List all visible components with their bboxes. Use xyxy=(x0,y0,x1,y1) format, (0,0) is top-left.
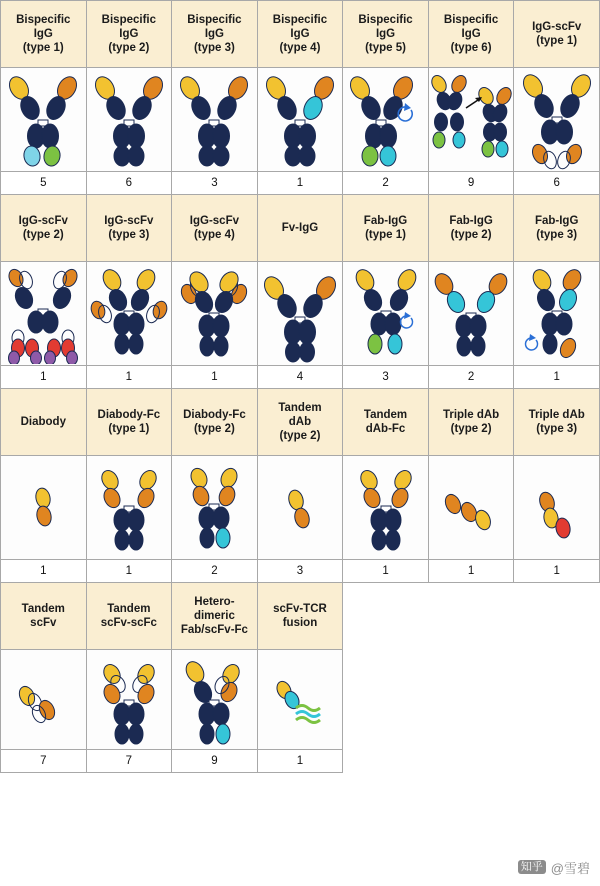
cell-count: 6 xyxy=(514,172,600,195)
count-row-4 xyxy=(1,750,600,773)
cell-label: IgG-scFv (type 4) xyxy=(172,195,258,262)
diagram-igg-yy xyxy=(86,68,172,172)
diagram-triple-dab3 xyxy=(514,456,600,560)
diagram-scfv-tcr xyxy=(257,650,343,750)
cell-label: Fab-IgG (type 1) xyxy=(343,195,429,262)
cell-count: 1 xyxy=(257,172,343,195)
cell-label: Bispecific IgG (type 2) xyxy=(86,1,172,68)
diagram-tandem-dab xyxy=(257,456,343,560)
empty-cell xyxy=(343,583,429,650)
diagram-hetero-fab-scfv xyxy=(172,650,258,750)
cell-count: 1 xyxy=(86,366,172,389)
cell-label: Diabody xyxy=(1,389,87,456)
header-row-3 xyxy=(1,389,600,456)
cell-count: 7 xyxy=(86,750,172,773)
cell-label: IgG-scFv (type 3) xyxy=(86,195,172,262)
empty-cell xyxy=(343,650,429,750)
empty-cell xyxy=(514,583,600,650)
cell-count: 1 xyxy=(514,366,600,389)
diagram-tandem-scfv xyxy=(1,650,87,750)
cell-count: 1 xyxy=(428,560,514,583)
diagram-igg-yg xyxy=(1,68,87,172)
cell-label: Diabody-Fc (type 1) xyxy=(86,389,172,456)
count-row-3 xyxy=(1,560,600,583)
cell-label: Bispecific IgG (type 5) xyxy=(343,1,429,68)
empty-cell xyxy=(428,583,514,650)
count-row-2 xyxy=(1,366,600,389)
diagram-fv-igg xyxy=(257,262,343,366)
diagram-igg-yo2 xyxy=(257,68,343,172)
diagram-fab-igg3 xyxy=(514,262,600,366)
cell-label: Fab-IgG (type 2) xyxy=(428,195,514,262)
cell-count: 3 xyxy=(343,366,429,389)
diagram-igg-scfv-bottom xyxy=(514,68,600,172)
cell-label: Triple dAb (type 3) xyxy=(514,389,600,456)
header-row-1 xyxy=(1,1,600,68)
watermark xyxy=(518,858,590,877)
cell-count: 3 xyxy=(172,172,258,195)
cell-label: Fv-IgG xyxy=(257,195,343,262)
diagram-tandem-dab-fc xyxy=(343,456,429,560)
cell-label: IgG-scFv (type 1) xyxy=(514,1,600,68)
diagram-diabody-fc1 xyxy=(86,456,172,560)
header-row-4 xyxy=(1,583,600,650)
cell-count: 9 xyxy=(172,750,258,773)
cell-count: 9 xyxy=(428,172,514,195)
cell-count: 1 xyxy=(1,560,87,583)
cell-count: 4 xyxy=(257,366,343,389)
diagram-fab-igg2 xyxy=(428,262,514,366)
diagram-igg-scfv-top-red xyxy=(1,262,87,366)
empty-cell xyxy=(514,650,600,750)
cell-count: 1 xyxy=(514,560,600,583)
cell-count: 6 xyxy=(86,172,172,195)
cell-label: Diabody-Fc (type 2) xyxy=(172,389,258,456)
diagram-triple-dab2 xyxy=(428,456,514,560)
figure-row-4 xyxy=(1,650,600,750)
empty-cell xyxy=(428,650,514,750)
zhihu-logo-icon: 知乎 xyxy=(518,860,546,874)
cell-count: 1 xyxy=(172,366,258,389)
cell-count: 7 xyxy=(1,750,87,773)
cell-count: 1 xyxy=(1,366,87,389)
figure-row-2 xyxy=(1,262,600,366)
cell-label: Triple dAb (type 2) xyxy=(428,389,514,456)
figure-row-1 xyxy=(1,68,600,172)
watermark-bar xyxy=(0,848,600,886)
cell-label: Tandem scFv-scFc xyxy=(86,583,172,650)
cell-count: 5 xyxy=(1,172,87,195)
diagram-igg-scfv-side xyxy=(86,262,172,366)
figure-row-3 xyxy=(1,456,600,560)
cell-label: Bispecific IgG (type 1) xyxy=(1,1,87,68)
cell-label: scFv-TCR fusion xyxy=(257,583,343,650)
empty-cell xyxy=(514,750,600,773)
cell-label: Bispecific IgG (type 4) xyxy=(257,1,343,68)
empty-cell xyxy=(343,750,429,773)
diagram-igg-cyan-arrow xyxy=(343,68,429,172)
cell-count: 3 xyxy=(257,560,343,583)
diagram-igg-yo xyxy=(172,68,258,172)
empty-cell xyxy=(428,750,514,773)
watermark-user: @雪碧 xyxy=(550,860,590,876)
cell-count: 1 xyxy=(343,560,429,583)
diagram-igg-two-half xyxy=(428,68,514,172)
cell-count: 2 xyxy=(343,172,429,195)
cell-count: 1 xyxy=(257,750,343,773)
cell-count: 2 xyxy=(428,366,514,389)
diagram-diabody-fc2 xyxy=(172,456,258,560)
diagram-diabody xyxy=(1,456,87,560)
cell-label: Tandem scFv xyxy=(1,583,87,650)
count-row-1 xyxy=(1,172,600,195)
cell-label: Bispecific IgG (type 3) xyxy=(172,1,258,68)
cell-label: Fab-IgG (type 3) xyxy=(514,195,600,262)
cell-label: IgG-scFv (type 2) xyxy=(1,195,87,262)
cell-label: Tandem dAb (type 2) xyxy=(257,389,343,456)
diagram-tandem-scfv-scfc xyxy=(86,650,172,750)
cell-count: 2 xyxy=(172,560,258,583)
cell-label: Hetero- dimeric Fab/scFv-Fc xyxy=(172,583,258,650)
diagram-igg-scfv-arm xyxy=(172,262,258,366)
cell-label: Tandem dAb-Fc xyxy=(343,389,429,456)
cell-count: 1 xyxy=(86,560,172,583)
cell-label: Bispecific IgG (type 6) xyxy=(428,1,514,68)
diagram-fab-igg1 xyxy=(343,262,429,366)
header-row-2 xyxy=(1,195,600,262)
